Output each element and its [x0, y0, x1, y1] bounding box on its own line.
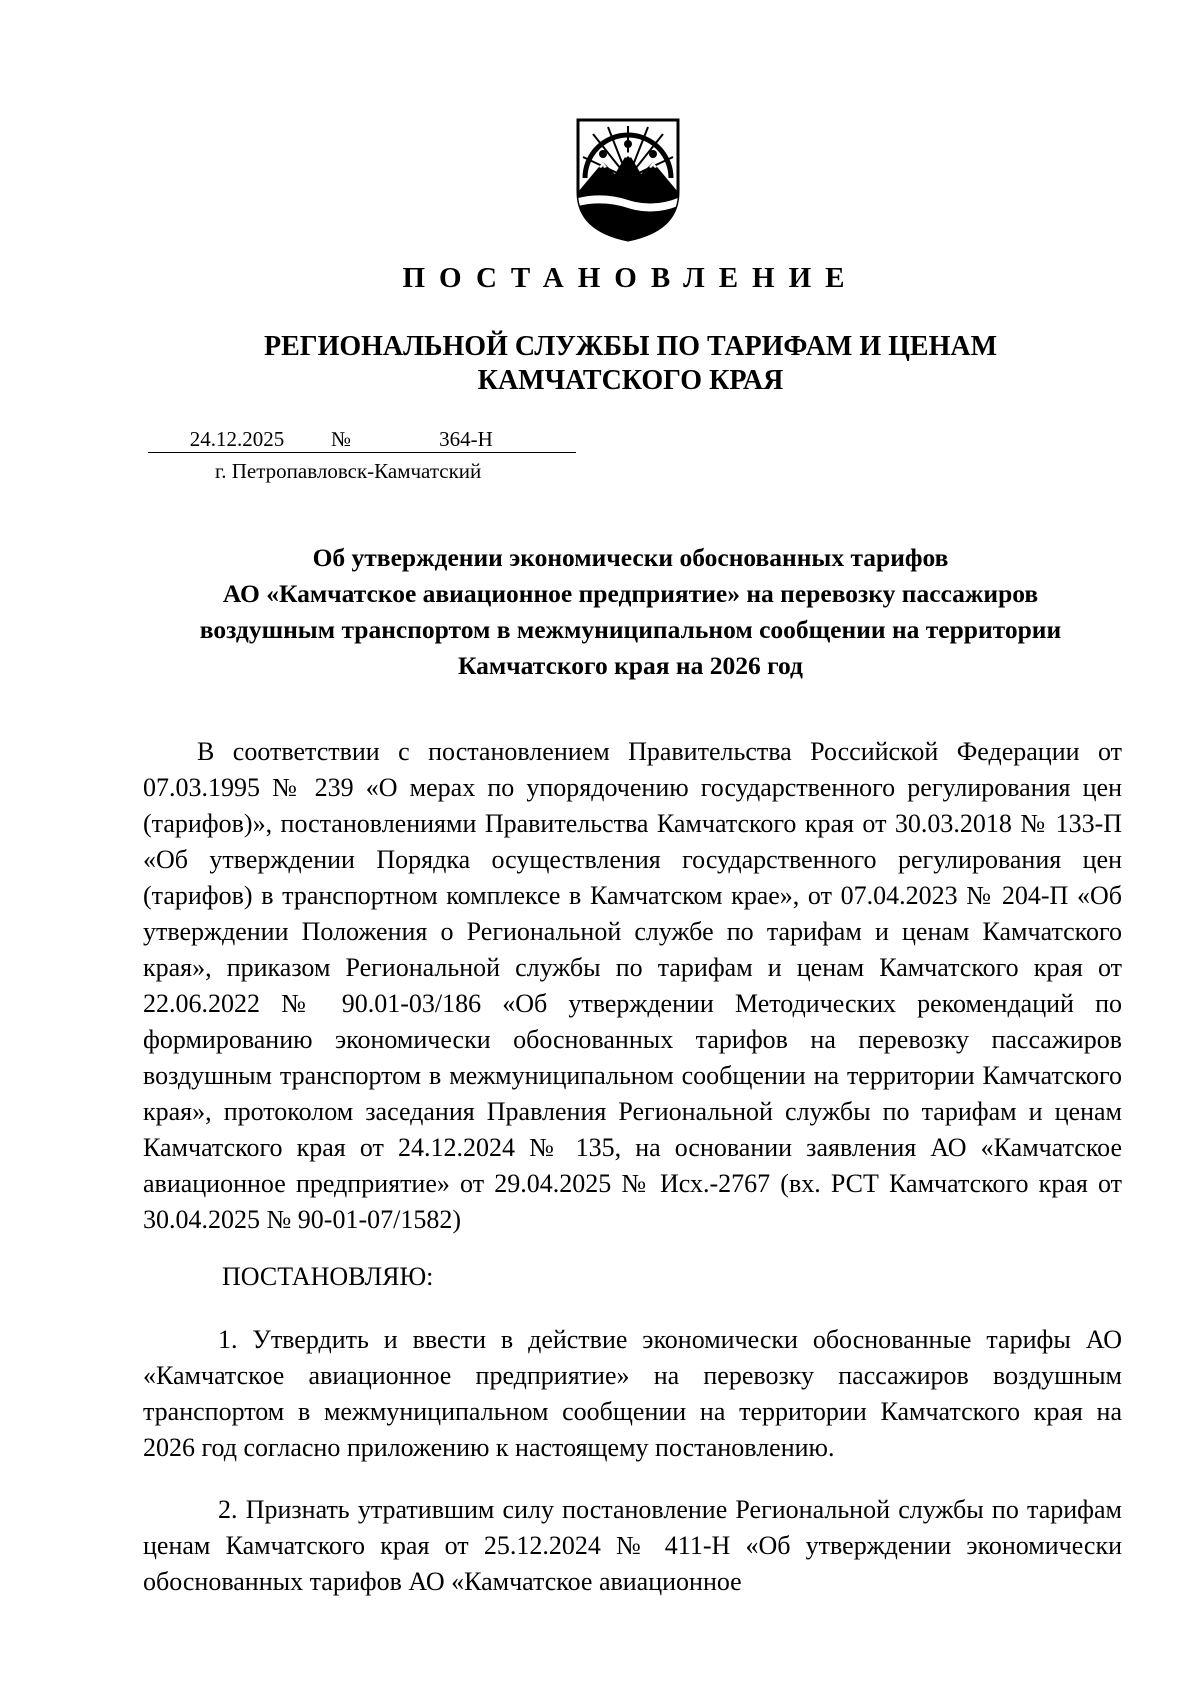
document-number: 364-Н [356, 426, 576, 453]
document-city: г. Петропавловск-Камчатский [215, 459, 482, 483]
clause-2: 2. Признать утратившим силу постановление Региональной службы по тарифам ценам Камчатского края от 25.12.2024 № 411-Н «Об утверждении экономически обоснованных тарифов АО «Камчатское авиационное [143, 1495, 1122, 1596]
authority-line-2: КАМЧАТСКОГО КРАЯ [477, 365, 784, 396]
preamble-paragraph: В соответствии с постановлением Правительства Российской Федерации от 07.03.1995 № 239 «О мерах по упорядочению государственного регулирования цен (тарифов)», постановлениями Правительства Камчатского края от 30.03.2018 № 133-П «Об утверждении Порядка осуществления государственного регулирования цен (тарифов) в транспортном комплексе в Камчатском крае», от 07.04.2023 № 204-П «Об утверждении Положения о Региональной службе по тарифам и ценам Камчатского края», приказом Региональной службы по тарифам и ценам Камчатского края от 22.06.2022 № 90.01-03/186 «Об утверждении Методических рекомендаций по формированию экономически обоснованных тарифов на перевозку пассажиров воздушным транспортом в межмуниципальном сообщении на территории Камчатского края», протоколом заседания Правления Региональной службы по тарифам и ценам Камчатского края от 24.12.2024 № 135, на основании заявления АО «Камчатское авиационное предприятие» от 29.04.2025 № Исх.-2767 (вх. РСТ Камчатского края от 30.04.2025 № 90-01-07/1582) [143, 737, 1122, 1234]
document-subject [0, 540, 1200, 684]
decree-heading: ПОСТАНОВЛЯЮ: [222, 1262, 434, 1291]
issuing-authority [0, 330, 1200, 398]
subject-line-3: воздушным транспортом в межмуниципальном сообщении на территории [199, 615, 1062, 644]
authority-line-1: РЕГИОНАЛЬНОЙ СЛУЖБЫ ПО ТАРИФАМ И ЦЕНАМ [263, 331, 998, 362]
document-date: 24.12.2025 [148, 426, 326, 453]
coat-of-arms-icon [573, 112, 683, 242]
subject-line-2: АО «Камчатское авиационное предприятие» на перевозку пассажиров [222, 579, 1039, 608]
document-type-title: ПОСТАНОВЛЕНИЕ [402, 262, 859, 294]
number-sign: № [326, 426, 356, 453]
date-number-line [148, 426, 576, 453]
subject-line-4: Камчатского края на 2026 год [458, 651, 803, 680]
clause-1: 1. Утвердить и ввести в действие экономически обоснованные тарифы АО «Камчатское авиационное предприятие» на перевозку пассажиров воздушным транспортом в межмуниципальном сообщении на территории Камчатского края на 2026 год согласно приложению к настоящему постановлению. [143, 1325, 1122, 1462]
subject-line-1: Об утверждении экономически обоснованных тарифов [312, 543, 949, 572]
